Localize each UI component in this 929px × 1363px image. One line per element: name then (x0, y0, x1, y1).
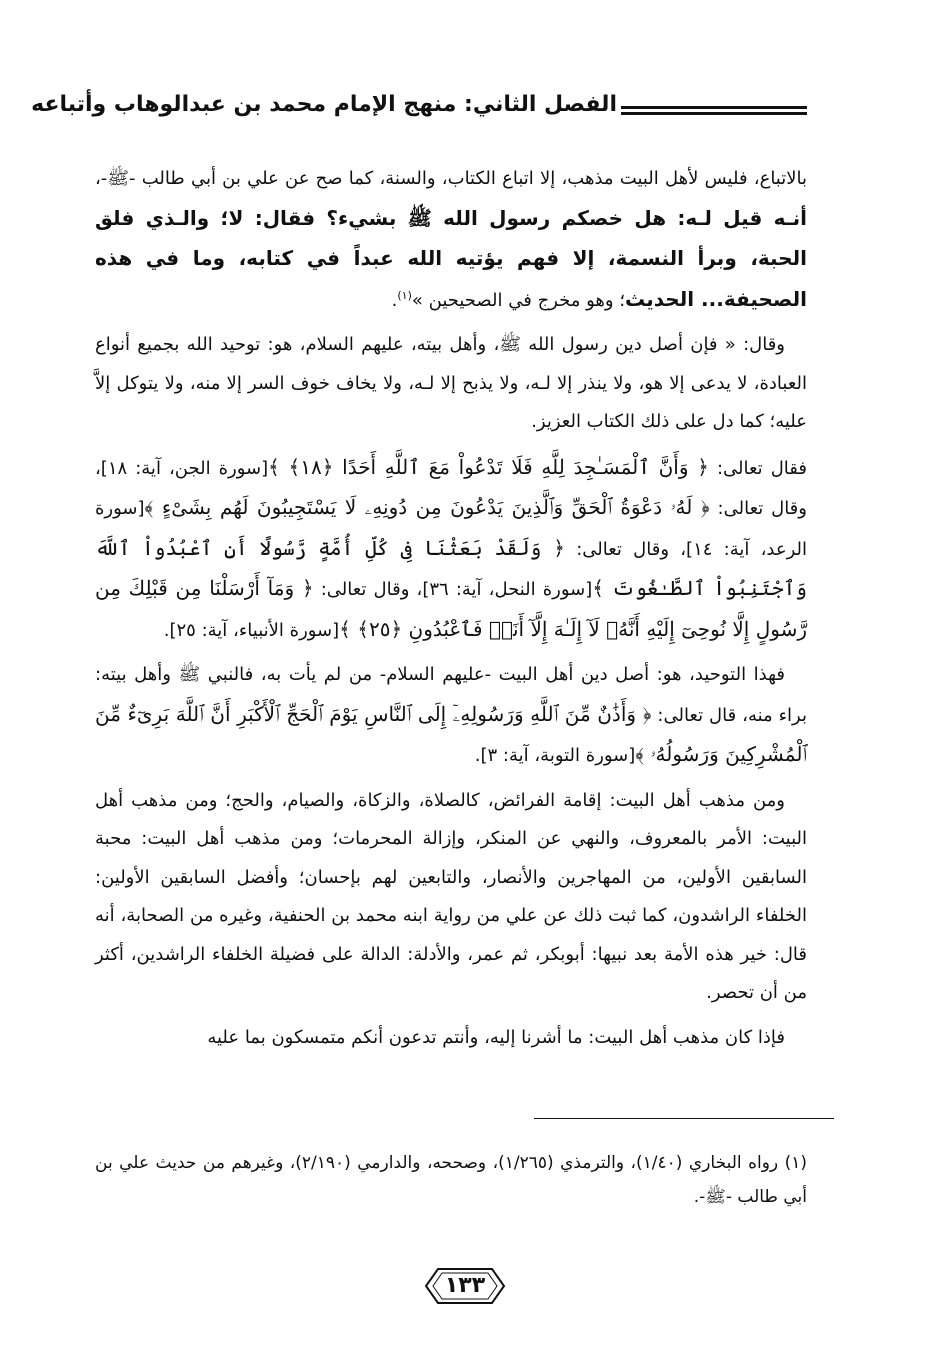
verse-ref-5: [سورة التوبة، آية: ٣]. (474, 745, 636, 766)
page-number-badge (424, 1266, 506, 1306)
page-number: ١٣٣ (444, 1273, 486, 1298)
verse-ref-2: [سورة الرعد، آية: ١٤]، وقال تعالى: (95, 498, 808, 560)
page-body (95, 160, 807, 1063)
verse-ref-3: [سورة النحل، آية: ٣٦]، وقال تعالى: (313, 579, 593, 600)
paragraph-5-text: ومن مذهب أهل البيت: إقامة الفرائض، كالصلاة، والزكاة، والصيام، والحج؛ ومن مذهب أهل البيت: الأمر بالمعروف، والنهي عن المنكر، وإزالة المحرمات؛ ومن مذهب أهل البيت: محبة السابقين الأولين، من المهاجرين والأنصار، والتابعين لهم بإحسان؛ وأفضل السابقين الأولين: الخلفاء الراشدون، كما ثبت ذلك عن علي من رواية ابنه محمد بن الحنفية، وغيره من الصحابة، أنه قال: خير هذه الأمة بعد نبيها: أبوبكر، ثم عمر، والأدلة: الدالة على فضيلة الخلفاء الراشدين، أكثر من أن تحصر. (95, 789, 807, 1003)
quran-verse-5: ﴿ وَأَذَٰنٌ مِّنَ ٱللَّهِ وَرَسُولِهِۦٓ إِلَى ٱلنَّاسِ يَوْمَ ٱلْحَجِّ ٱلْأَكْبَرِ أَنَّ ٱللَّهَ بَرِىٓءٌ مِّنَ ٱلْمُشْرِكِينَ وَرَسُولُهُۥ ﴾ (95, 701, 807, 766)
quran-verse-2: ﴿ لَهُۥ دَعْوَةُ ٱلْحَقِّ وَٱلَّذِينَ يَدْعُونَ مِن دُونِهِۦ لَا يَسْتَجِيبُونَ لَهُم بِشَىْءٍ ﴾ (144, 495, 710, 519)
quran-verse-3: ﴿ وَلَقَدْ بَعَثْنَا فِى كُلِّ أُمَّةٍ رَّسُولًا أَنِ ٱعْبُدُواْ ٱللَّهَ وَٱجْتَنِبُواْ ٱلطَّـٰغُوتَ ﴾ (95, 535, 807, 600)
paragraph-5 (95, 782, 807, 1013)
paragraph-6-text: فإذا كان مذهب أهل البيت: ما أشرنا إليه، وأنتم تدعون أنكم متمسكون بما عليه (207, 1026, 785, 1048)
paragraph-2-text: وقال: « فإن أصل دين رسول الله ﷺ، وأهل بيته، عليهم السلام، هو: توحيد الله بجميع أنواع العبادة، لا يدعى إلا هو، ولا ينذر إلا لـه، ولا يذبح إلا لـه، ولا يخاف خوف السر إلا منه، ولا يتوكل إلاَّ عليه؛ كما دل على ذلك الكتاب العزيز. (95, 334, 807, 432)
footnote-ref-1[interactable]: (١) (397, 288, 412, 302)
footnotes (95, 1146, 807, 1214)
running-header (31, 92, 807, 132)
paragraph-1 (95, 160, 807, 320)
hadith-source: ؛ وهو مخرج في الصحيحين » (411, 289, 626, 311)
verse-ref-1: [سورة الجن، آية: ١٨]، وقال تعالى: (95, 457, 807, 519)
quran-verse-1: ﴿ وَأَنَّ ٱلْمَسَـٰجِدَ لِلَّهِ فَلَا تَدْعُواْ مَعَ ٱللَّهِ أَحَدًا ﴿١٨﴾ ﴾ (268, 454, 709, 479)
paragraph-1-end: . (391, 289, 398, 311)
verse-ref-4: [سورة الأنبياء، آية: ٢٥]. (163, 619, 340, 641)
chapter-title: الفصل الثاني: منهج الإمام محمد بن عبدالوهاب وأتباعه (31, 92, 617, 117)
paragraph-1-text: بالاتباع، فليس لأهل البيت مذهب، إلا اتباع الكتاب، والسنة، كما صح عن علي بن أبي طالب -ﷺ-، (95, 168, 807, 189)
paragraph-3 (95, 448, 807, 651)
footnote-separator (534, 1118, 834, 1119)
paragraph-6 (95, 1019, 807, 1058)
verse-intro: فقال تعالى: (708, 457, 807, 479)
header-decorative-rule (621, 106, 807, 118)
hadith-quote: أنـه قيل لـه: هل خصكم رسول الله ﷺ بشيء؟ فقال: لا؛ والـذي فلق الحبة، وبرأ النسمة، إلا فهم يؤتيه الله عبداً في كتابه، وما في هذه الصحيفة... الحديث (95, 205, 807, 311)
paragraph-4-text: فهذا التوحيد، هو: أصل دين أهل البيت -عليهم السلام- من لم يأت به، فالنبي ﷺ وأهل بيته: براء منه، قال تعالى: (95, 664, 807, 726)
paragraph-4 (95, 656, 807, 776)
paragraph-2 (95, 326, 807, 442)
footnote-1: (١) رواه البخاري (١/٤٠)، والترمذي (١/٢٦٥)، وصححه، والدارمي (٢/١٩٠)، وغيرهم من حديث علي بن أبي طالب -ﷺ-. (95, 1153, 807, 1207)
quran-verse-4: ﴿ وَمَآ أَرْسَلْنَا مِن قَبْلِكَ مِن رَّسُولٍ إِلَّا نُوحِىٓ إِلَيْهِ أَنَّهُۥ لَآ إِلَـٰهَ إِلَّآ أَنَا۠ فَٱعْبُدُونِ ﴿٢٥﴾ ﴾ (95, 576, 807, 641)
